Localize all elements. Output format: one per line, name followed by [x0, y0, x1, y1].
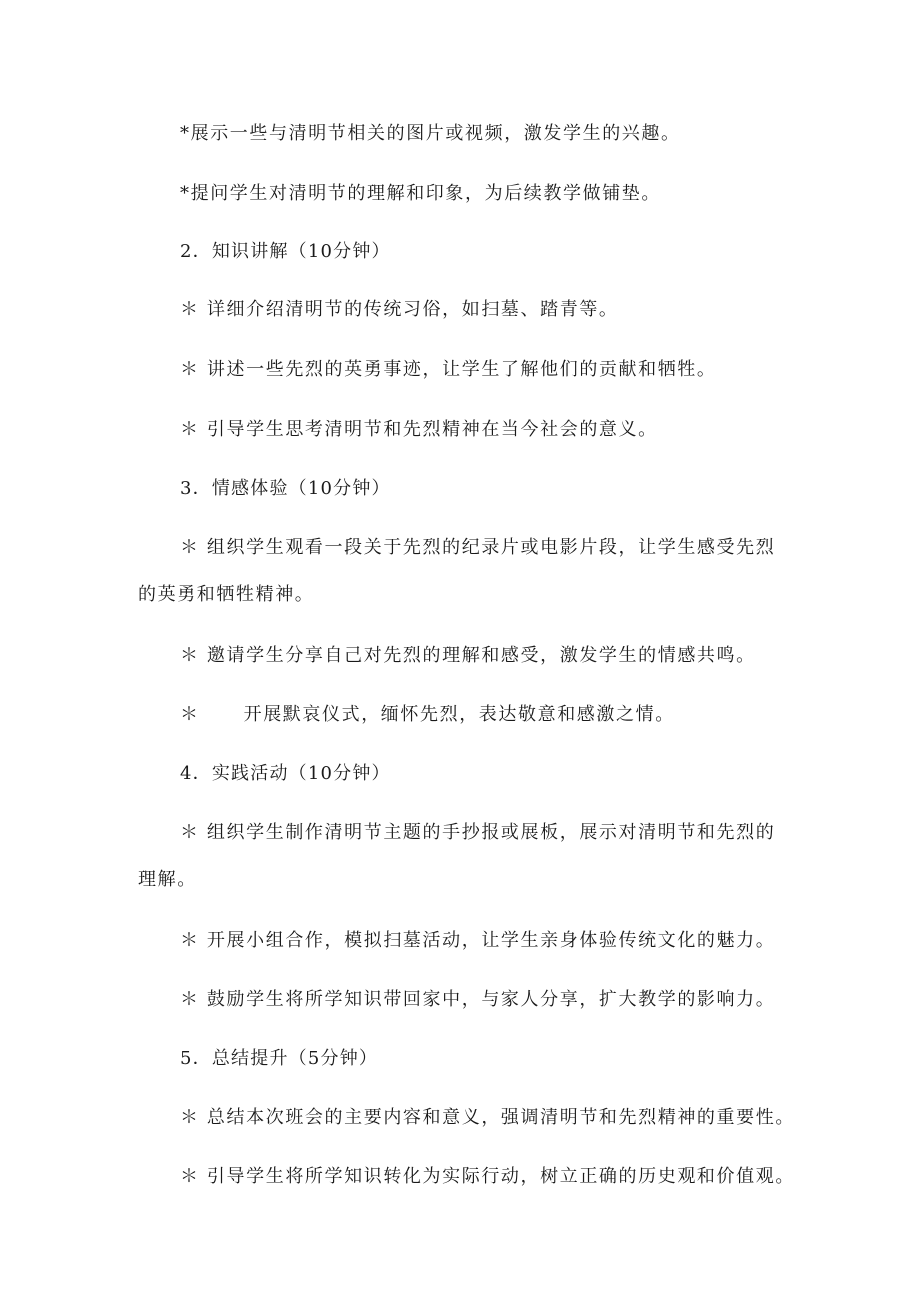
section-heading-knowledge: 2．知识讲解（10分钟） — [180, 241, 391, 262]
section-heading-summary: 5．总结提升（5分钟） — [180, 1048, 379, 1069]
bullet-summary: ＊ 总结本次班会的主要内容和意义，强调清明节和先烈精神的重要性。 — [180, 1107, 795, 1128]
bullet-silence-ceremony — [180, 703, 675, 727]
bullet-ask-students: *提问学生对清明节的理解和印象，为后续教学做铺垫。 — [180, 183, 661, 204]
bullet-posters-line2: 理解。 — [138, 869, 197, 890]
bullet-customs: ＊ 详细介绍清明节的传统习俗，如扫墓、踏青等。 — [180, 299, 619, 320]
bullet-share-at-home: ＊ 鼓励学生将所学知识带回家中，与家人分享，扩大教学的影响力。 — [180, 989, 776, 1010]
bullet-share-feelings: ＊ 邀请学生分享自己对先烈的理解和感受，激发学生的情感共鸣。 — [180, 645, 756, 666]
bullet-action: ＊ 引导学生将所学知识转化为实际行动，树立正确的历史观和价值观。 — [180, 1166, 795, 1187]
bullet-significance: ＊ 引导学生思考清明节和先烈精神在当今社会的意义。 — [180, 419, 658, 440]
bullet-documentary-line1: ＊ 组织学生观看一段关于先烈的纪录片或电影片段，让学生感受先烈 — [180, 537, 776, 558]
bullet-mark: ＊ — [180, 704, 200, 725]
bullet-documentary-line2: 的英勇和牺牲精神。 — [138, 584, 315, 605]
bullet-heroic-deeds: ＊ 讲述一些先烈的英勇事迹，让学生了解他们的贡献和牺牲。 — [180, 359, 717, 380]
section-heading-emotion: 3．情感体验（10分钟） — [180, 478, 391, 499]
bullet-posters-line1: ＊ 组织学生制作清明节主题的手抄报或展板，展示对清明节和先烈的 — [180, 822, 776, 843]
bullet-group-work: ＊ 开展小组合作，模拟扫墓活动，让学生亲身体验传统文化的魅力。 — [180, 930, 776, 951]
bullet-text: 开展默哀仪式，缅怀先烈，表达敬意和感激之情。 — [243, 704, 675, 725]
bullet-show-media: *展示一些与清明节相关的图片或视频，激发学生的兴趣。 — [180, 123, 681, 144]
section-heading-practice: 4．实践活动（10分钟） — [180, 763, 391, 784]
